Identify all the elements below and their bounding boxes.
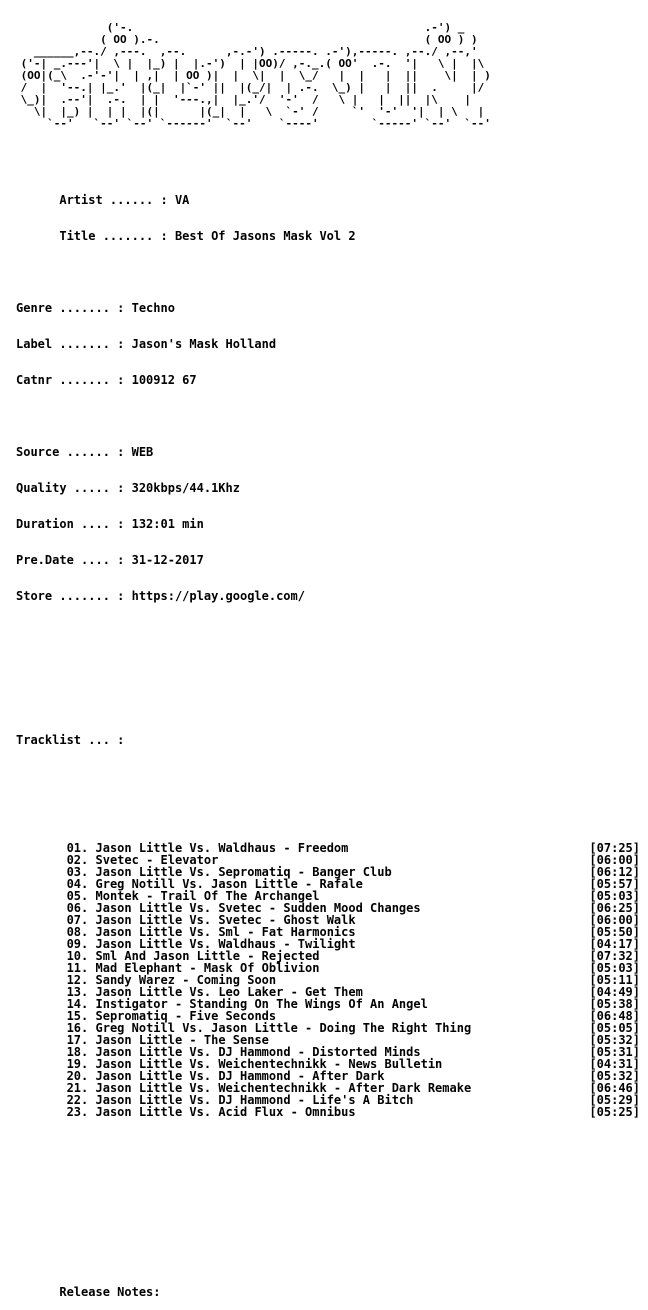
- track-duration: [04:17]: [589, 937, 640, 951]
- track-duration: [05:32]: [589, 1033, 640, 1047]
- track-duration: [06:00]: [589, 913, 640, 927]
- track-duration: [06:00]: [589, 853, 640, 867]
- track-number: 21.: [66, 1081, 89, 1095]
- track-number: 05.: [66, 889, 89, 903]
- track-number: 12.: [66, 973, 89, 987]
- track-number: 14.: [66, 997, 89, 1011]
- track-title: Jason Little Vs. Waldhaus - Twilight: [95, 937, 356, 951]
- track-title: Jason Little Vs. Sml - Fat Harmonics: [95, 925, 356, 939]
- track-duration: [06:12]: [589, 865, 640, 879]
- track-number: 18.: [66, 1045, 89, 1059]
- track-number: 10.: [66, 949, 89, 963]
- track-number: 03.: [66, 865, 89, 879]
- source-row: Source ...... : WEB: [16, 445, 154, 459]
- track-number: 09.: [66, 937, 89, 951]
- track-number: 04.: [66, 877, 89, 891]
- track-title: Jason Little Vs. Acid Flux - Omnibus: [95, 1105, 356, 1119]
- track-title: Jason Little Vs. Svetec - Ghost Walk: [95, 913, 356, 927]
- track-duration: [05:29]: [589, 1093, 640, 1107]
- track-duration: [07:32]: [589, 949, 640, 963]
- track-title: Jason Little Vs. DJ Hammond - Life's A Bitch: [95, 1093, 414, 1107]
- track-duration: [05:11]: [589, 973, 640, 987]
- track-duration: [06:46]: [589, 1081, 640, 1095]
- label-value: Jason's Mask Holland: [131, 337, 277, 351]
- track-number: 19.: [66, 1057, 89, 1071]
- title-value: Best Of Jasons Mask Vol 2: [174, 229, 356, 243]
- track-duration: [05:05]: [589, 1021, 640, 1035]
- track-title: Sml And Jason Little - Rejected: [95, 949, 320, 963]
- track-number: 16.: [66, 1021, 89, 1035]
- release-notes-label: Release Notes:: [59, 1285, 161, 1299]
- track-duration: [07:25]: [589, 841, 640, 855]
- track-duration: [06:25]: [589, 901, 640, 915]
- track-title: Jason Little Vs. Weichentechnikk - News Bulletin: [95, 1057, 443, 1071]
- track-title: Instigator - Standing On The Wings Of An Angel: [95, 997, 428, 1011]
- track-duration: [05:03]: [589, 961, 640, 975]
- title-row: Title ....... : Best Of Jasons Mask Vol 2: [16, 229, 356, 243]
- nfo-body: [16, 170, 640, 1310]
- track-duration: [04:31]: [589, 1057, 640, 1071]
- track-title: Jason Little Vs. DJ Hammond - Distorted Minds: [95, 1045, 421, 1059]
- artist-row: Artist ...... : VA: [16, 193, 190, 207]
- track-number: 15.: [66, 1009, 89, 1023]
- artist-value: VA: [174, 193, 190, 207]
- track-number: 11.: [66, 961, 89, 975]
- tracklist-heading: Tracklist ... :: [16, 733, 125, 747]
- track-title: Montek - Trail Of The Archangel: [95, 889, 320, 903]
- catnr-row: Catnr ....... : 100912 67: [16, 373, 197, 387]
- track-title: Jason Little Vs. Weichentechnikk - After Dark Remake: [95, 1081, 472, 1095]
- track-duration: [05:32]: [589, 1069, 640, 1083]
- track-number: 23.: [66, 1105, 89, 1119]
- track-title: Jason Little Vs. Leo Laker - Get Them: [95, 985, 363, 999]
- track-number: 17.: [66, 1033, 89, 1047]
- quality-value: 320kbps/44.1Khz: [131, 481, 240, 495]
- duration-row: Duration .... : 132:01 min: [16, 517, 204, 531]
- label-row: Label ....... : Jason's Mask Holland: [16, 337, 277, 351]
- predate-row: Pre.Date .... : 31-12-2017: [16, 553, 204, 567]
- track-title: Jason Little Vs. Waldhaus - Freedom: [95, 841, 349, 855]
- catnr-value: 100912 67: [131, 373, 197, 387]
- track-row: [16, 1106, 640, 1118]
- genre-value: Techno: [131, 301, 175, 315]
- quality-row: Quality ..... : 320kbps/44.1Khz: [16, 481, 240, 495]
- track-title: Greg Notill Vs. Jason Little - Doing The Right Thing: [95, 1021, 472, 1035]
- track-duration: [05:31]: [589, 1045, 640, 1059]
- track-number: 06.: [66, 901, 89, 915]
- track-title: Sandy Warez - Coming Soon: [95, 973, 277, 987]
- store-row: Store ....... : https://play.google.com/: [16, 589, 305, 603]
- track-duration: [05:25]: [589, 1105, 640, 1119]
- source-value: WEB: [131, 445, 154, 459]
- track-title: Jason Little Vs. Svetec - Sudden Mood Changes: [95, 901, 421, 915]
- tracklist: [16, 842, 640, 1118]
- track-duration: [05:38]: [589, 997, 640, 1011]
- track-title: Jason Little Vs. Sepromatiq - Banger Club: [95, 865, 392, 879]
- track-number: 07.: [66, 913, 89, 927]
- track-title: Jason Little - The Sense: [95, 1033, 269, 1047]
- genre-row: Genre ....... : Techno: [16, 301, 175, 315]
- track-title: Mad Elephant - Mask Of Oblivion: [95, 961, 320, 975]
- track-number: 01.: [66, 841, 89, 855]
- duration-value: 132:01 min: [131, 517, 204, 531]
- track-title: Greg Notill Vs. Jason Little - Rafale: [95, 877, 363, 891]
- track-title: Sepromatiq - Five Seconds: [95, 1009, 277, 1023]
- predate-value: 31-12-2017: [131, 553, 204, 567]
- track-duration: [05:57]: [589, 877, 640, 891]
- track-duration: [05:03]: [589, 889, 640, 903]
- track-title: Jason Little Vs. DJ Hammond - After Dark: [95, 1069, 385, 1083]
- track-number: 20.: [66, 1069, 89, 1083]
- track-title: Svetec - Elevator: [95, 853, 219, 867]
- track-number: 22.: [66, 1093, 89, 1107]
- store-link[interactable]: https://play.google.com/: [131, 589, 305, 603]
- track-number: 13.: [66, 985, 89, 999]
- track-number: 02.: [66, 853, 89, 867]
- track-duration: [04:49]: [589, 985, 640, 999]
- ascii-logo: ('-. .-') _ ( OO ).-. ( OO ) ) ______,--./ ,---. ,--. ,-.-') .-----. .-'),-----. ,--./ ,--,' ('-| _.---'| \ | |_) | |.-') | |OO)/ ,-._.( OO' .-. '| \ | |\ (OO|(_\ .-'-'| | ,| | OO )| | \| | \_/ | | | || \| | ) / | '--.| |_.' |(_| |`-' || |(_/| | .-. \_) | | || . |/ \_)| .--'| .-. | | '---.,| |_.'/ '-' / \ | | || |\ | \| |_) | | | |(| |(_| | \ `-' / `' '-' '| | \ | `--' `--' `--' `------' `--' `----' `-----' `--' `--': [20, 21, 491, 130]
- track-duration: [05:50]: [589, 925, 640, 939]
- track-duration: [06:48]: [589, 1009, 640, 1023]
- track-number: 08.: [66, 925, 89, 939]
